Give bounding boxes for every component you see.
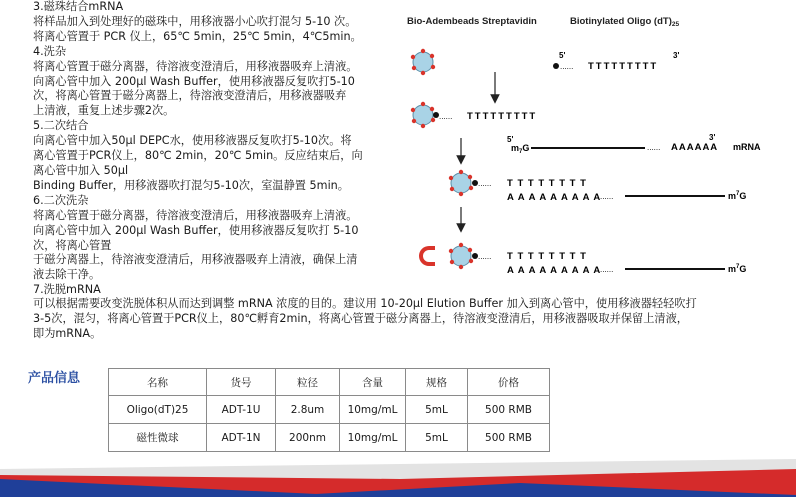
step-line: 即为mRNA。 [33,326,102,340]
product-table [108,368,550,452]
cap-label: $m^7G$ [728,264,747,274]
table-header: 价格 [468,369,550,396]
step-line: 次，将离心管置 [33,238,112,252]
bead-icon [449,170,473,196]
bead-icon [449,243,473,269]
step-line: 上清液，重复上述步骤2次。 [33,104,175,118]
step-line: 可以根据需要改变洗脱体积从而达到调整 mRNA 浓度的目的。建议用 10-20μl Elution Buffer 加入到离心管中，使用移液器轻轻吹打 [33,297,697,310]
polyT-sequence: T T T T T T T T [507,178,587,189]
table-cell: 10mg/mL [340,396,406,424]
step-line: 向离心管中加入50μl DEPC水，使用移液器反复吹打5-10次。将 [33,134,352,148]
table-header: 名称 [109,369,207,396]
step-line: 向离心管中加入 200μl Wash Buffer，使用移液器反复吹打 5-10 [33,223,359,237]
step-line: 离心管中加入 50μl [33,163,129,177]
table-cell: 500 RMB [468,396,550,424]
step-line: 次，将离心管置于磁分离器上，待溶液变澄清后，用移液器吸弃 [33,89,347,103]
polyT-sequence: TTTTTTTTT [467,111,538,122]
footer-band [0,455,796,497]
polyA-sequence: A A A A A A A A A [507,192,602,203]
table-cell: Oligo(dT)25 [109,396,207,424]
mrna-label: mRNA [733,142,761,152]
polyA-sequence: A A A A A A A A A [507,265,602,276]
table-row [109,424,550,452]
binding-diagram [395,0,795,290]
step-line: 将离心管置于磁分离器，待溶液变澄清后，用移液器吸弃上清液。 [33,59,358,73]
table-cell: ADT-1U [207,396,276,424]
five-prime-label: 5' [559,51,566,60]
step-line: 将离心管置于磁分离器，待溶液变澄清后，用移液器吸弃上清液。 [33,208,358,222]
table-cell: 2.8um [276,396,340,424]
step-line: 6.二次洗杂 [33,193,89,207]
oligo-dots: ...... [478,179,492,188]
polyA-sequence: AAAAAA [671,142,719,153]
step-line: 7.洗脱mRNA [33,283,101,297]
table-header: 粒径 [276,369,340,396]
step-line: 向离心管中加入 200μl Wash Buffer，使用移液器反复吹打5-10 [33,74,355,88]
cap-label: $m^7G$ [728,191,747,201]
table-header-row [109,369,550,396]
mrna-dots: ...... [600,265,614,274]
step-line: 将样品加入到处理好的磁珠中，用移液器小心吹打混匀 5-10 次。 [33,14,357,28]
bead-icon [411,102,435,128]
step-line: 3-5次，混匀，将离心管置于PCR仪上，80℃孵育2min，将离心管置于磁分离器上，待溶液变澄清后，用移液器吸取并保留上清液， [33,311,688,325]
table-cell: 10mg/mL [340,424,406,452]
table-cell: 200nm [276,424,340,452]
cap-five-prime: 5' [507,135,514,144]
biotin-icon [553,63,559,69]
step-line: 4.洗杂 [33,44,67,58]
step-line: 3.磁珠结合mRNA [33,0,124,13]
table-cell: 5mL [406,396,468,424]
table-cell: ADT-1N [207,424,276,452]
oligo-dots: ...... [439,112,453,121]
bead-icon [411,49,435,75]
table-row [109,396,550,424]
magnet-icon [419,246,435,266]
mrna-dots: ...... [647,143,661,152]
polyT-sequence: T T T T T T T T [507,251,587,262]
step-line: 离心管置于PCR仪上，80℃ 2min，20℃ 5min。反应结束后，向 [33,149,363,163]
step-line: 于磁分离器上，待溶液变澄清后，用移液器吸弃上清液，确保上清 [33,253,358,267]
protocol-text [33,0,393,298]
step-line: Binding Buffer，用移液器吹打混匀5-10次，室温静置 5min。 [33,178,349,192]
step-line: 将离心管置于 PCR 仪上，65℃ 5min，25℃ 5min，4℃5min。 [33,29,362,43]
table-header: 含量 [340,369,406,396]
oligo-label: Biotinylated Oligo $(dT)_{25}$ [570,16,680,28]
step-line: 5.二次结合 [33,119,89,133]
table-cell: 磁性微球 [109,424,207,452]
step-line: 液去除干净。 [33,268,101,282]
beads-label: Bio-Adembeads Streptavidin [407,16,537,27]
elution-text [33,297,763,342]
cap-label: $m_7G$ [511,143,530,155]
table-cell: 5mL [406,424,468,452]
table-cell: 500 RMB [468,424,550,452]
polyT-sequence: TTTTTTTTT [588,61,659,72]
product-section-title: 产品信息 [28,371,81,386]
table-header: 规格 [406,369,468,396]
table-header: 货号 [207,369,276,396]
three-prime-label: 3' [709,133,716,142]
oligo-dots: ...... [478,252,492,261]
three-prime-label: 3' [673,51,680,60]
mrna-dots: ...... [600,192,614,201]
oligo-dots: ...... [560,62,574,71]
